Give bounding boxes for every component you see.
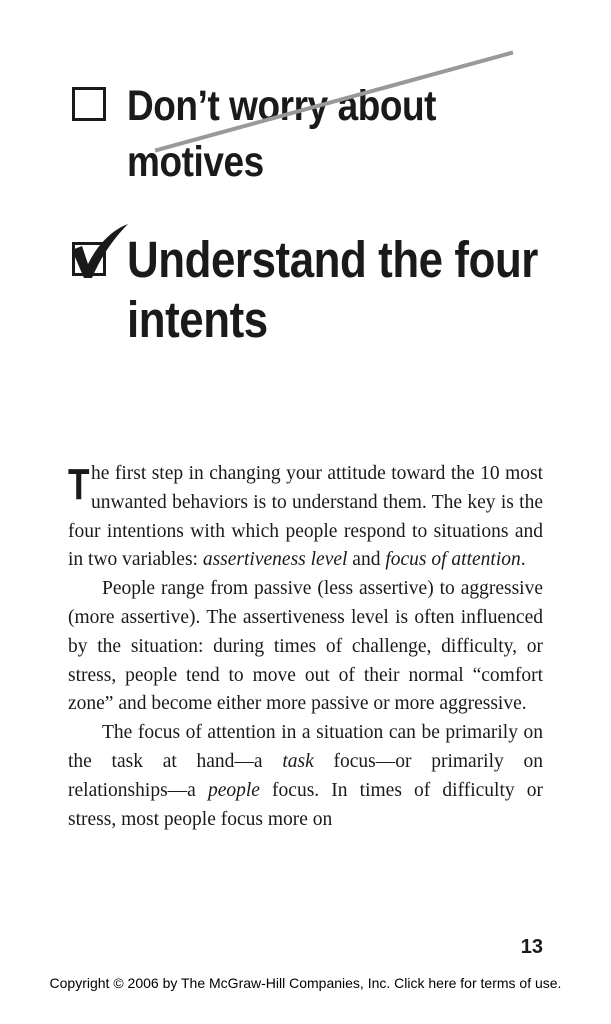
checked-heading-line2: intents (127, 291, 268, 348)
checkmark-icon (66, 220, 132, 284)
paragraph-1 (68, 460, 543, 575)
page-number: 13 (520, 936, 543, 958)
checked-heading-line1: Understand the four (127, 231, 538, 288)
crossed-out-heading-line1: Don’t worry about (127, 82, 437, 130)
copyright-link[interactable]: Copyright © 2006 by The McGraw-Hill Companies, Inc. Click here for terms of use. (49, 975, 562, 991)
crossed-out-heading-line2: motives (127, 138, 264, 186)
paragraph-3-c: focus. In times of difficulty or stress, most people focus more on (68, 779, 543, 830)
paragraph-1-end: . (520, 549, 526, 571)
term-people: people (207, 779, 260, 801)
strikethrough-line (0, 0, 611, 200)
term-focus: focus of attention (385, 549, 521, 571)
term-task: task (282, 750, 314, 772)
term-assertiveness: assertiveness level (202, 549, 348, 571)
paragraph-1-text: he first step in changing your attitude toward the 10 most unwanted behaviors is to understand them. The key is the four intentions with which people respond to situations and in two variables: (68, 463, 543, 571)
paragraph-1-and: and (347, 549, 386, 571)
paragraph-2: People range from passive (less assertive) to aggressive (more assertive). The assertiveness level is often influenced by the situation: during times of challenge, difficulty, or stress, people tend to move out of their normal “comfort zone” and become either more passive or more aggressive. (68, 578, 543, 715)
drop-cap: T (68, 460, 90, 509)
paragraph-3 (68, 719, 543, 834)
paragraph-3-a: The focus of attention in a situation can be primarily on the task at hand—a (68, 722, 543, 772)
checked-heading (127, 230, 538, 350)
body-text (68, 460, 543, 834)
paragraph-3-b: focus—or primarily on relationships—a (68, 750, 544, 801)
